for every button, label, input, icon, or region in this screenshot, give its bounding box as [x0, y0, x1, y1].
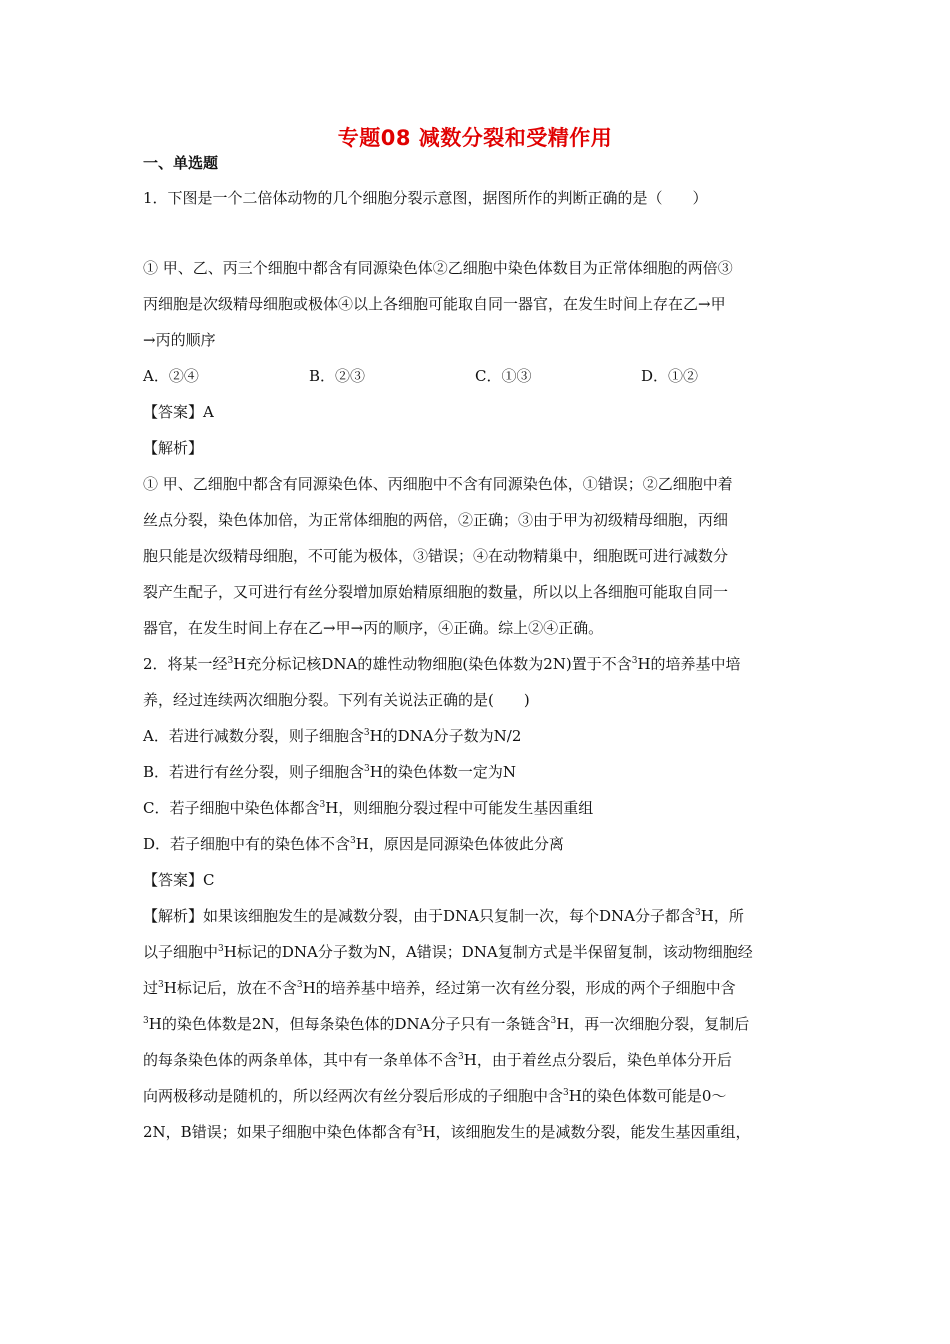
q2-stem-line: 2．将某一经$^3$H充分标记核DNA的雄性动物细胞(染色体数为2N)置于不含$^3$H的培养基中培: [143, 655, 741, 673]
q2-option-b: B．若进行有丝分裂，则子细胞含$^3$H的染色体数一定为N: [143, 763, 516, 781]
q1-option-c: C．①③: [475, 367, 532, 385]
q2-analysis-line: 2N，B错误；如果子细胞中染色体都含有$^3$H，该细胞发生的是减数分裂，能发生基因重组，: [143, 1123, 751, 1141]
answer-label: 【答案】: [143, 871, 204, 889]
q2-stem-line: 养，经过连续两次细胞分裂。下列有关说法正确的是( ): [143, 691, 530, 709]
q2-analysis-line: 【解析】如果该细胞发生的是减数分裂，由于DNA只复制一次，每个DNA分子都含$^3$H，所: [143, 907, 744, 925]
q1-analysis-label: 【解析】: [143, 439, 204, 457]
document-body: [143, 180, 807, 1150]
q1-option-d: D．①②: [641, 367, 699, 385]
q1-analysis-line: 丝点分裂，染色体加倍，为正常体细胞的两倍，②正确；③由于甲为初级精母细胞，丙细: [143, 511, 729, 529]
answer-label: 【答案】: [143, 403, 204, 421]
q2-analysis-line: $^3$H的染色体数是2N，但每条染色体的DNA分子只有一条链含$^3$H，再一次细胞分裂，复制后: [143, 1015, 750, 1033]
q1-answer: [143, 394, 807, 430]
answer-value: C: [203, 871, 215, 889]
q1-statement-line: ① 甲、乙、丙三个细胞中都含有同源染色体②乙细胞中染色体数目为正常体细胞的两倍③: [143, 259, 733, 277]
q2-answer: [143, 862, 807, 898]
analysis-label: 【解析】: [143, 907, 204, 925]
q1-analysis-line: ① 甲、乙细胞中都含有同源染色体、丙细胞中不含有同源染色体，①错误；②乙细胞中着: [143, 475, 733, 493]
q2-option-c: C．若子细胞中染色体都含$^3$H，则细胞分裂过程中可能发生基因重组: [143, 799, 594, 817]
q1-option-a: A．②④: [143, 367, 199, 385]
q1-options: [143, 358, 807, 394]
q1-stem: 1．下图是一个二倍体动物的几个细胞分裂示意图，据图所作的判断正确的是（ ）: [143, 189, 708, 207]
q1-option-b: B．②③: [309, 367, 366, 385]
q2-option-a: A．若进行减数分裂，则子细胞含$^3$H的DNA分子数为N/2: [143, 727, 522, 745]
answer-value: A: [203, 403, 214, 421]
q2-analysis-line: 向两极移动是随机的，所以经两次有丝分裂后形成的子细胞中含$^3$H的染色体数可能是0～: [143, 1087, 727, 1105]
q2-analysis-line: 的每条染色体的两条单体，其中有一条单体不含$^3$H，由于着丝点分裂后，染色单体分开后: [143, 1051, 732, 1069]
q1-figure-gap: [143, 216, 807, 250]
q2-analysis-line: 以子细胞中$^3$H标记的DNA分子数为N，A错误；DNA复制方式是半保留复制，该动物细胞经: [143, 943, 753, 961]
section-heading: 一、单选题: [143, 154, 219, 172]
q1-analysis-line: 裂产生配子，又可进行有丝分裂增加原始精原细胞的数量，所以以上各细胞可能取自同一: [143, 583, 729, 601]
q1-statement-line: →丙的顺序: [143, 331, 216, 349]
q2-analysis-line: 过$^3$H标记后，放在不含$^3$H的培养基中培养，经过第一次有丝分裂，形成的两个子细胞中含: [143, 979, 736, 997]
q1-statement-line: 丙细胞是次级精母细胞或极体④以上各细胞可能取自同一器官，在发生时间上存在乙→甲: [143, 295, 726, 313]
q1-analysis-line: 器官，在发生时间上存在乙→甲→丙的顺序，④正确。综上②④正确。: [143, 619, 604, 637]
page-title: 专题08 减数分裂和受精作用: [337, 126, 613, 150]
q1-analysis-line: 胞只能是次级精母细胞，不可能为极体，③错误；④在动物精巢中，细胞既可进行减数分: [143, 547, 729, 565]
q2-option-d: D．若子细胞中有的染色体不含$^3$H，原因是同源染色体彼此分离: [143, 835, 564, 853]
